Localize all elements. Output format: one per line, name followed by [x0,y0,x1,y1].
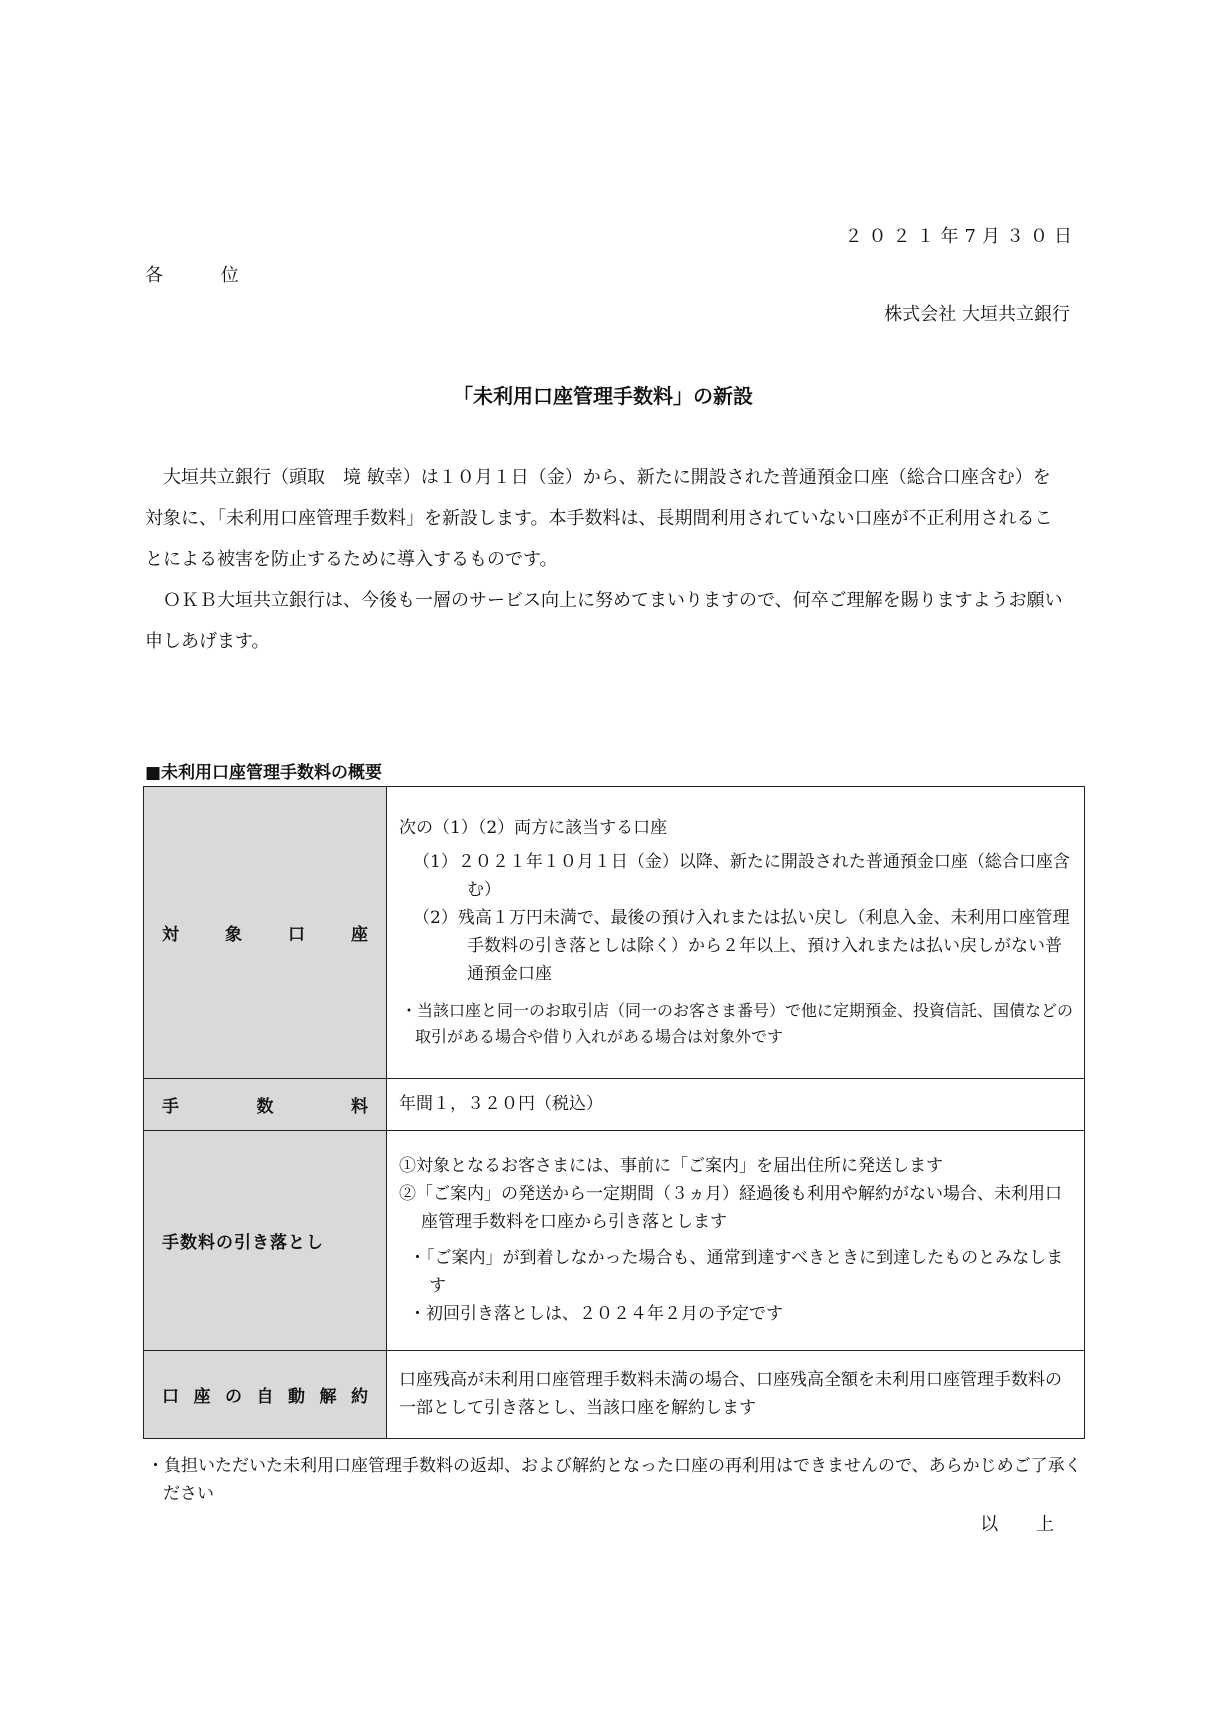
header-char: 解 [319,1387,337,1407]
row-header-deduction [144,1131,387,1351]
header-char: 象 [225,925,242,945]
table-row-fee [144,1079,1085,1131]
deduction-step-1: ①対象となるお客さまには、事前に「ご案内」を届出住所に発送します [399,1155,943,1176]
target-exclusion-note: ・当該口座と同一のお取引店（同一のお客さま番号）で他に定期預金、投資信託、国債などの取引がある場合や借り入れがある場合は対象外です [401,1000,1074,1046]
header-char: 自 [256,1387,274,1407]
deduction-content [387,1131,1085,1351]
header-char: 座 [351,925,368,945]
deduction-header-label: 手数料の引き落とし [162,1233,324,1253]
row-header-fee [144,1079,387,1131]
footnote: ・負担いただいた未利用口座管理手数料の返却、および解約となった口座の再利用はできませんので、あらかじめご了承ください [147,1456,1082,1504]
row-header-target-account [144,787,387,1079]
table-row-auto-close [144,1351,1085,1439]
deduction-step-2: ②「ご案内」の発送から一定期間（３ヵ月）経過後も利用や解約がない場合、未利用口座管理手数料を口座から引き落とします [399,1183,1062,1232]
header-char: の [225,1387,242,1407]
header-char: 手 [162,1097,179,1117]
deduction-note-1: ・「ご案内」が到着しなかった場合も、通常到達すべきときに到達したものとみなします [409,1247,1064,1296]
auto-close-text: 口座残高が未利用口座管理手数料未満の場合、口座残高全額を未利用口座管理手数料の一部として引き落とし、当該口座を解約します [387,1351,1085,1439]
header-char: 口 [162,1387,179,1407]
fee-amount: 年間１，３２０円（税込） [387,1079,1085,1131]
sender-name: 株式会社 大垣共立銀行 [884,304,1070,325]
recipient-line: 各 位 [145,265,265,286]
deduction-note-2: ・初回引き落としは、２０２４年２月の予定です [409,1303,783,1324]
body-paragraph-2: ＯＫＢ大垣共立銀行は、今後も一層のサービス向上に努めてまいりますので、何卒ご理解を賜りますようお願い申しあげます。 [145,590,1063,652]
table-row-deduction [144,1131,1085,1351]
overview-table [143,786,1085,1439]
target-condition-1: （1）２０２１年１０月１日（金）以降、新たに開設された普通預金口座（総合口座含む） [413,851,1070,900]
table-row-target-account [144,787,1085,1079]
document-date: ２０２１年7月３０日 [844,226,1078,247]
target-condition-2: （2）残高１万円未満で、最後の預け入れまたは払い戻し（利息入金、未利用口座管理手数料の引き落としは除く）から２年以上、預け入れまたは払い戻しがない普通預金口座 [413,907,1070,984]
header-char: 料 [351,1097,368,1117]
header-char: 数 [256,1097,274,1117]
body-text [145,457,1065,662]
header-char: 約 [351,1387,368,1407]
target-account-content [387,787,1085,1079]
body-paragraph-1: 大垣共立銀行（頭取 境 敏幸）は１０月１日（金）から、新たに開設された普通預金口座（総合口座含む）を対象に、「未利用口座管理手数料」を新設します。本手数料は、長期間利用されていない口座が不正利用されることによる被害を防止するために導入するものです。 [145,467,1053,570]
header-char: 動 [288,1387,305,1407]
document-title: 「未利用口座管理手数料」の新設 [453,384,753,408]
section-title: ■未利用口座管理手数料の概要 [145,763,383,783]
header-char: 口 [288,925,305,945]
header-char: 対 [162,925,179,945]
header-char: 座 [193,1387,211,1407]
target-intro: 次の（1）（2）両方に該当する口座 [399,817,668,838]
closing-mark: 以 上 [980,1514,1070,1535]
row-header-auto-close [144,1351,387,1439]
